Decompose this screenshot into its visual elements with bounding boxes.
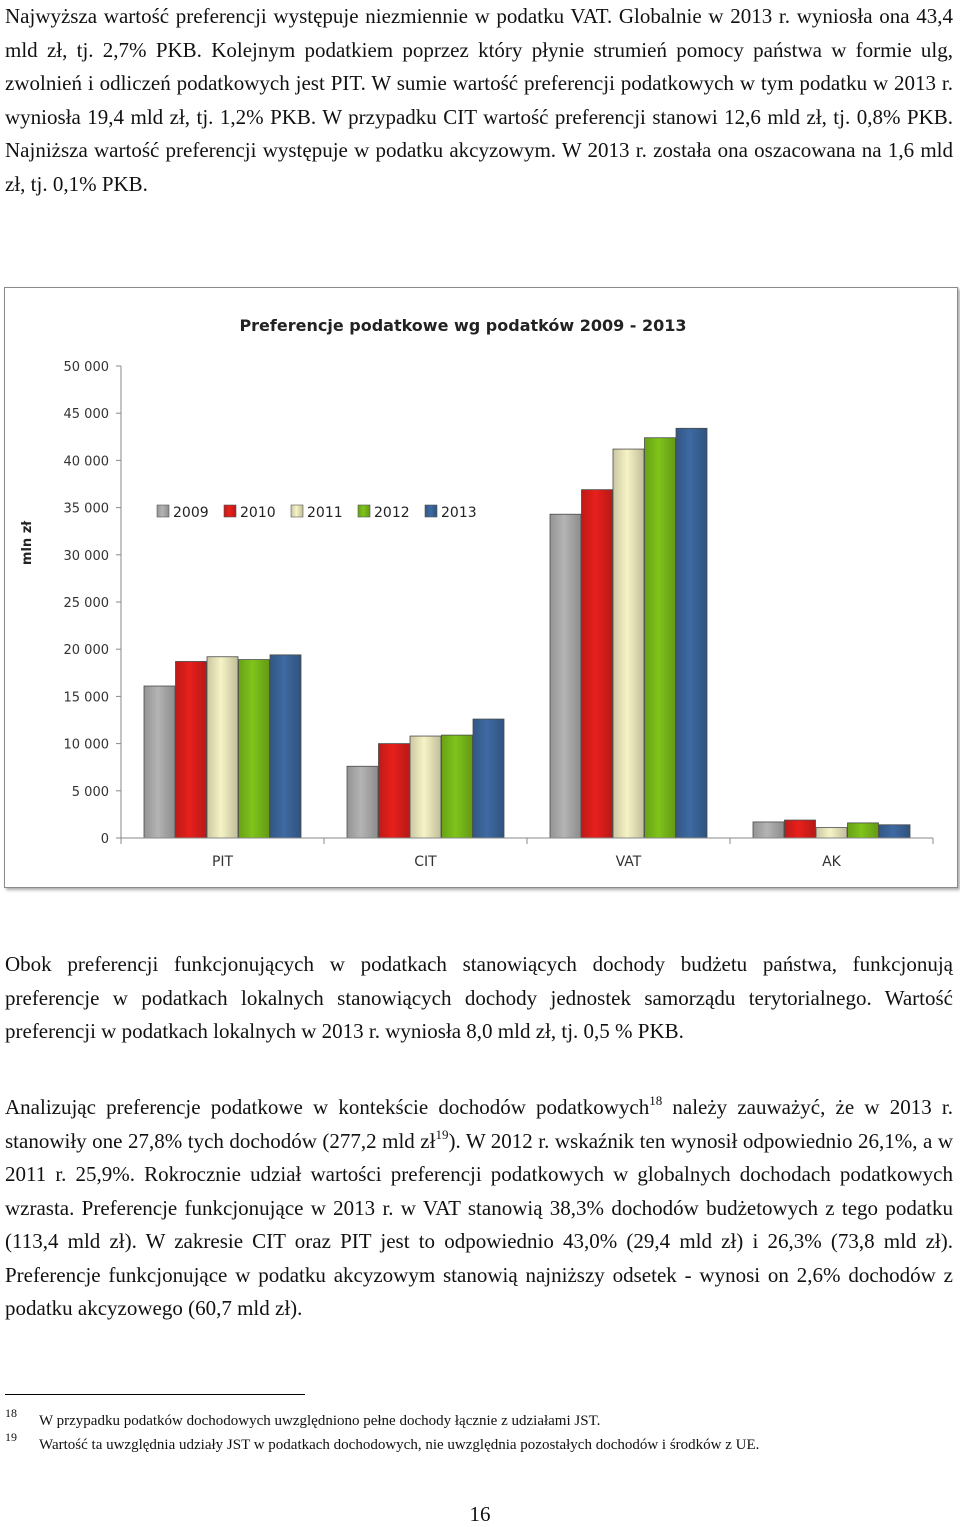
bar: [613, 449, 644, 838]
x-tick-label: AK: [822, 854, 841, 870]
footnote-separator: [5, 1394, 305, 1395]
footnote-number: 18: [5, 1406, 17, 1420]
bar: [676, 428, 707, 838]
legend-swatch: [425, 505, 437, 517]
x-tick-label: PIT: [211, 854, 234, 870]
x-tick-label: VAT: [615, 854, 642, 870]
bar: [848, 823, 879, 838]
footnote-number: 19: [5, 1430, 17, 1444]
legend-label: 2009: [173, 505, 209, 521]
legend: [157, 505, 477, 521]
bar: [582, 490, 613, 838]
bar: [879, 825, 910, 838]
y-tick-label: 40 000: [63, 454, 109, 470]
legend-label: 2012: [374, 505, 410, 521]
paragraph-2: Obok preferencji funkcjonujących w podatkach stanowiących dochody budżetu państwa, funkcjonują preferencje w podatkach lokalnych stanowiących dochody jednostek samorządu terytorialnego. Wartość preferencji w podatkach lokalnych w 2013 r. wyniosła 8,0 mld zł, tj. 0,5 % PKB.: [5, 952, 953, 1043]
x-tick-label: CIT: [414, 854, 437, 870]
paragraph-3: [5, 1091, 953, 1326]
bar: [442, 735, 473, 838]
y-tick-label: 50 000: [63, 360, 109, 375]
y-tick-label: 35 000: [63, 501, 109, 517]
page-number: 16: [469, 1502, 491, 1526]
bar: [410, 736, 441, 838]
bar: [207, 657, 238, 838]
footnote-ref-18[interactable]: 18: [649, 1093, 663, 1108]
bar-chart: [4, 287, 958, 888]
y-tick-label: 10 000: [63, 737, 109, 753]
bar: [379, 744, 410, 838]
y-tick-label: 20 000: [63, 643, 109, 659]
y-tick-label: 5 000: [71, 784, 109, 800]
legend-label: 2011: [307, 505, 343, 521]
y-tick-label: 30 000: [63, 548, 109, 564]
bar: [550, 514, 581, 838]
bar: [785, 820, 816, 838]
legend-label: 2010: [240, 505, 276, 521]
footnote-text: W przypadku podatków dochodowych uwzględniono pełne dochody łącznie z udziałami JST.: [39, 1413, 601, 1429]
x-axis: [121, 838, 933, 870]
footnote-text: Wartość ta uwzględnia udziały JST w podatkach dochodowych, nie uwzględnia pozostałych dochodów i środków z UE.: [39, 1437, 760, 1453]
legend-swatch: [224, 505, 236, 517]
bar: [239, 660, 270, 838]
bar: [144, 686, 175, 838]
footnote-ref-19[interactable]: 19: [435, 1126, 449, 1142]
chart-title: Preferencje podatkowe wg podatków 2009 - 2013: [239, 316, 687, 335]
bar: [753, 822, 784, 838]
paragraph-3-part-c: ). W 2012 r. wskaźnik ten wynosił odpowiednio 26,1%, a w 2011 r. 25,9%. Rokrocznie udział wartości preferencji podatkowych w globalnych dochodach podatkowych wzrasta. Preferencje funkcjonujące w 2013 r. w VAT stanowią 38,3% dochodów budżetowych z tego podatku (113,4 mld zł). W zakresie CIT oraz PIT jest to odpowiednio 43,0% (29,4 mld zł) i 26,3% (73,8 mld zł). Preferencje funkcjonujące w podatku akcyzowym stanowią najniższy odsetek - wynosi on 2,6% dochodów z podatku akcyzowego (60,7 mld zł).: [5, 1128, 953, 1320]
legend-label: 2013: [441, 505, 477, 521]
paragraph-3-part-b: należy zauważyć, że w 2013 r. stanowiły one 27,8% tych dochodów (277,2 mld zł: [5, 1095, 953, 1153]
bar: [645, 438, 676, 838]
bar-series: [144, 428, 910, 838]
y-tick-label: 45 000: [63, 407, 109, 423]
legend-swatch: [157, 505, 169, 517]
y-tick-label: 0: [100, 832, 109, 847]
bar: [270, 655, 301, 838]
y-axis: [64, 360, 122, 847]
bar: [816, 828, 847, 838]
paragraph-1: Najwyższa wartość preferencji występuje niezmiennie w podatku VAT. Globalnie w 2013 r. wyniosła ona 43,4 mld zł, tj. 2,7% PKB. Kolejnym podatkiem poprzez który płynie strumień pomocy państwa w formie ulg, zwolnień i odliczeń podatkowych jest PIT. W sumie wartość preferencji podatkowych w tym podatku w 2013 r. wyniosła 19,4 mld zł, tj. 1,2% PKB. W przypadku CIT wartość preferencji stanowi 12,6 mld zł, tj. 0,8% PKB. Najniższa wartość preferencji występuje w podatku akcyzowym. W 2013 r. została ona oszacowana na 1,6 mld zł, tj. 0,1% PKB.: [5, 4, 953, 196]
bar: [473, 719, 504, 838]
bar: [347, 766, 378, 838]
bar: [176, 661, 207, 838]
y-axis-label: mln zł: [20, 520, 35, 566]
chart-canvas: [5, 288, 957, 887]
y-tick-label: 15 000: [63, 690, 109, 706]
paragraph-3-part-a: Analizując preferencje podatkowe w kontekście dochodów podatkowych: [5, 1095, 650, 1119]
legend-swatch: [358, 505, 370, 517]
y-tick-label: 25 000: [63, 596, 109, 611]
legend-swatch: [291, 505, 303, 517]
